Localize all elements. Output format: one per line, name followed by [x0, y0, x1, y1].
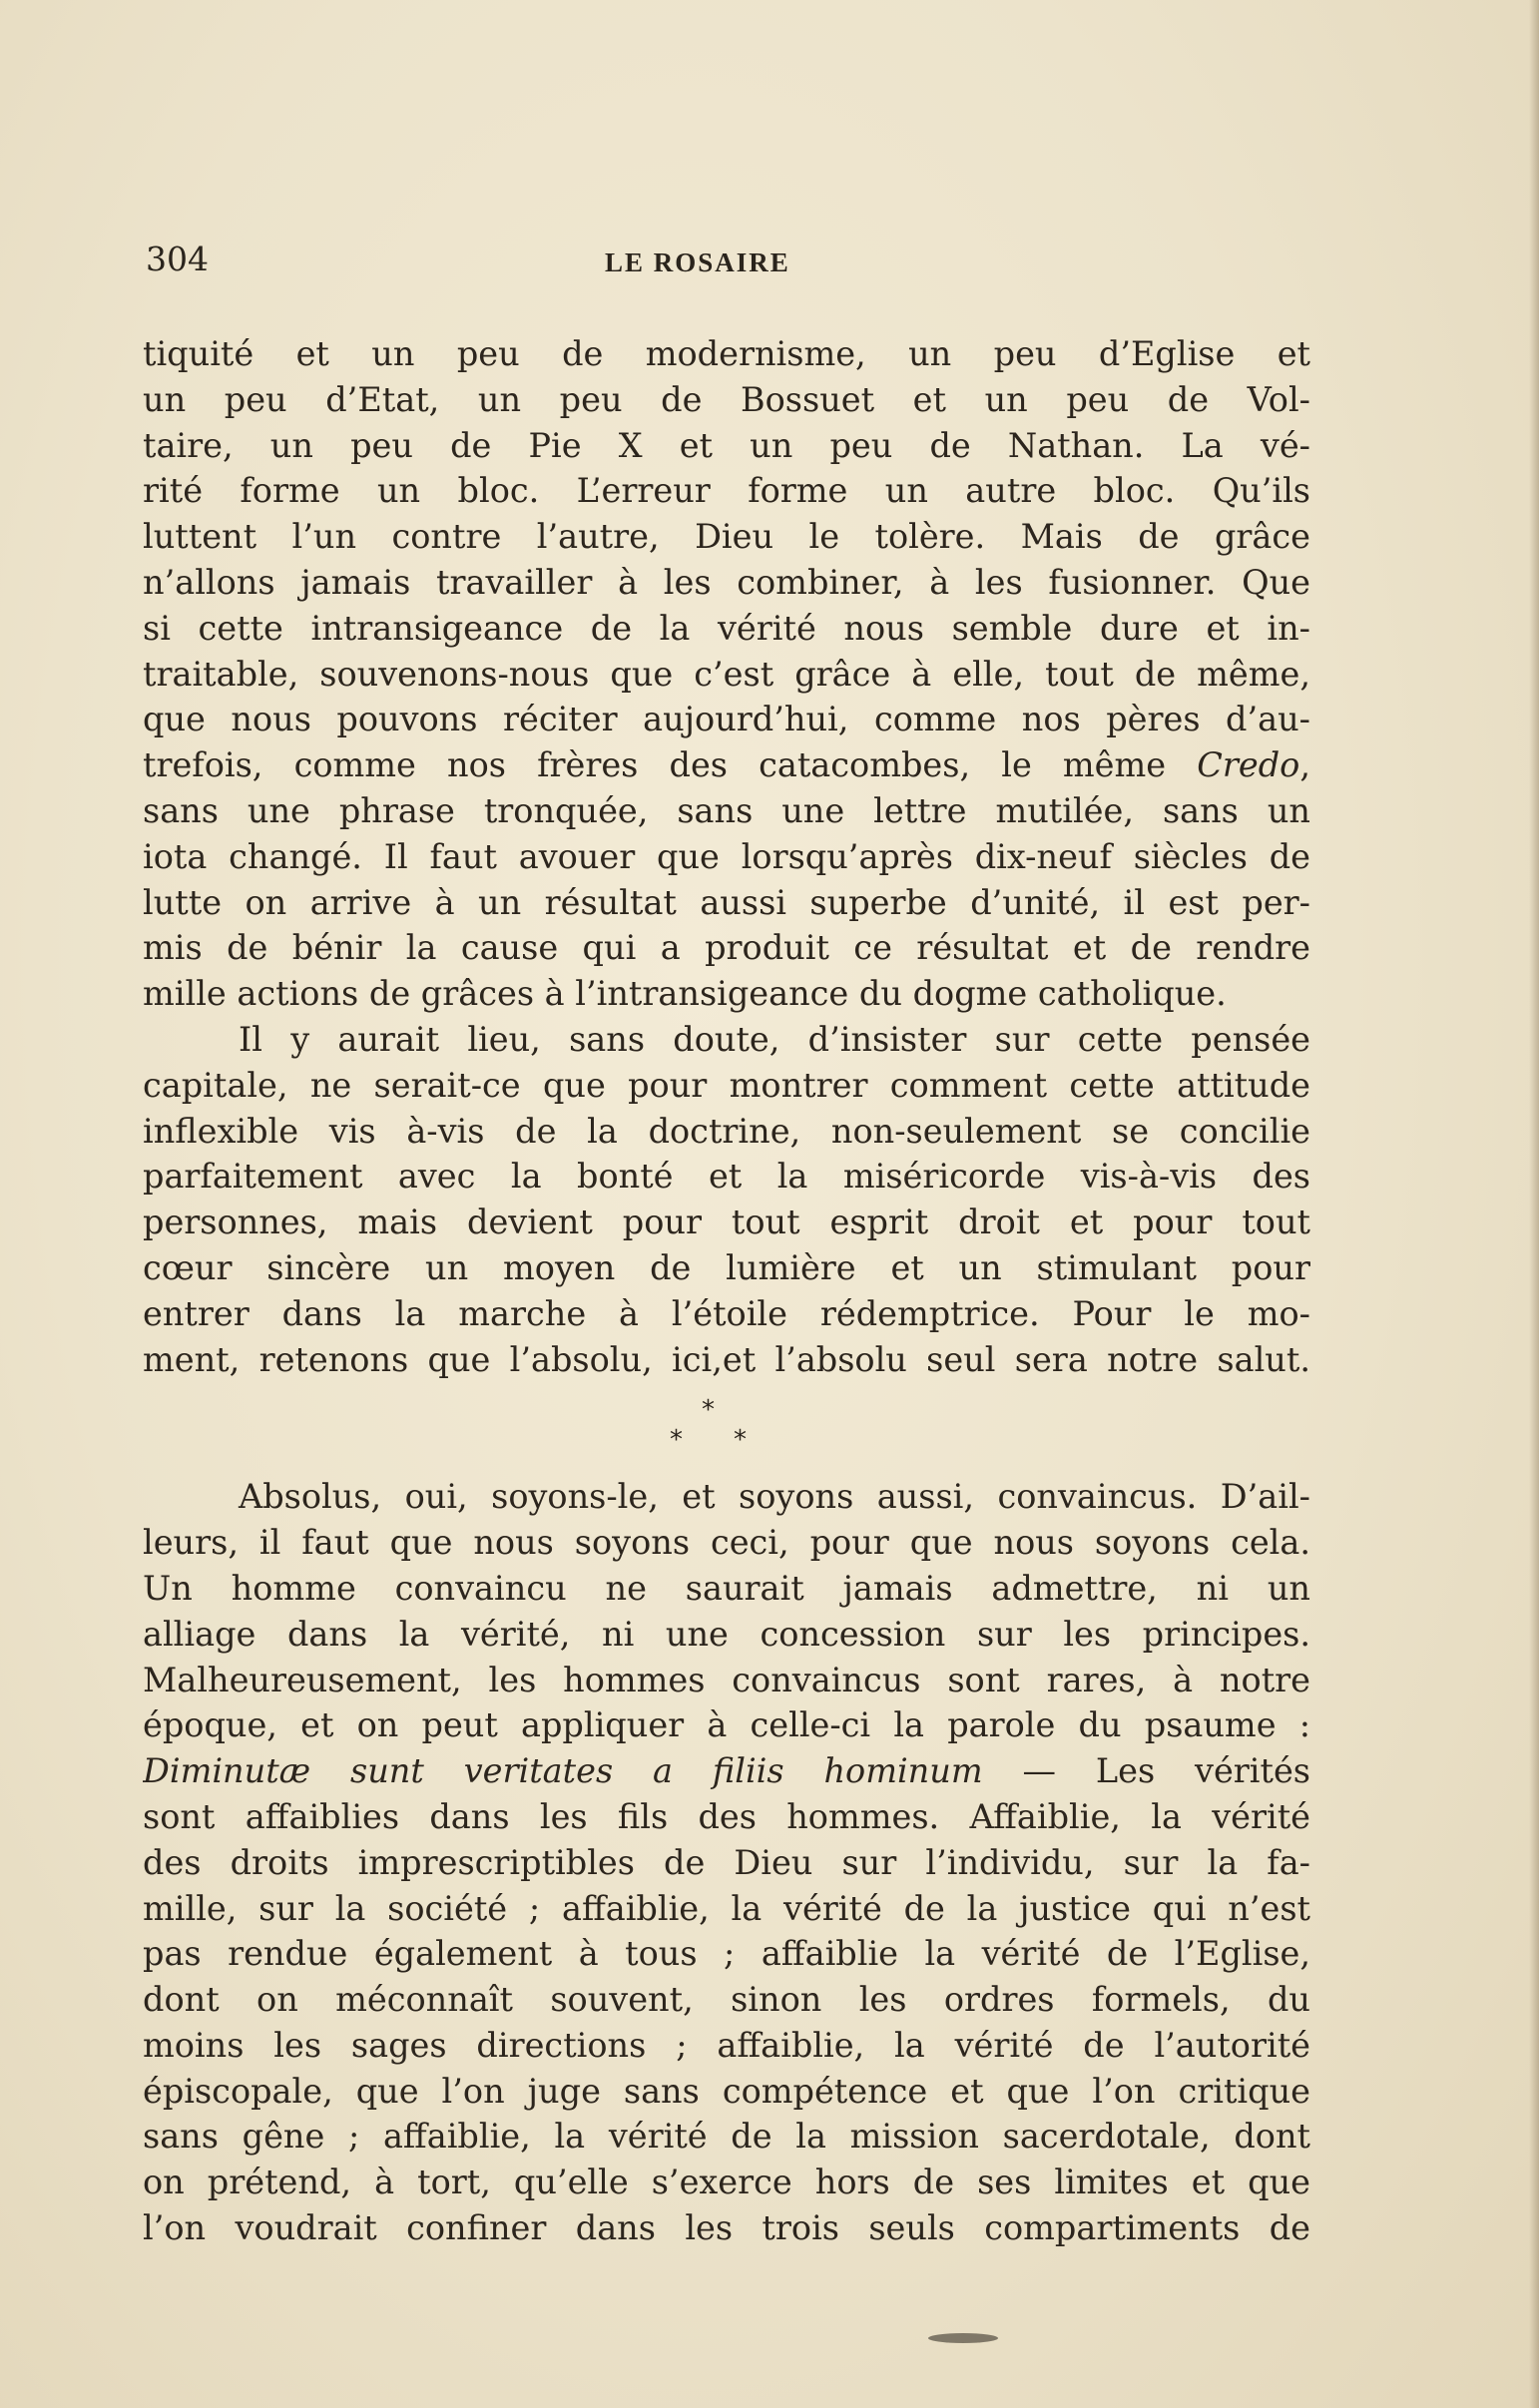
- body-text: [143, 331, 1310, 2251]
- ink-smudge: [928, 2333, 998, 2343]
- text-line: mille actions de grâces à l’intransigeance du dogme catholique.: [143, 974, 1227, 1014]
- text-line: [143, 1748, 1310, 1794]
- text-line: n’allons jamais travailler à les combiner, à les fusionner. Que: [143, 562, 1310, 602]
- paragraph-1: [143, 331, 1310, 1017]
- running-title: LE ROSAIRE: [605, 247, 790, 277]
- text-line: sans gêne ; affaiblie, la vérité de la mission sacerdotale, dont: [143, 2117, 1310, 2157]
- text-line: l’on voudrait confiner dans les trois seuls compartiments de: [143, 2208, 1310, 2248]
- text-line: personnes, mais devient pour tout esprit droit et pour tout: [143, 1203, 1310, 1242]
- asterisk: *: [702, 1395, 715, 1426]
- text-line: tiquité et un peu de modernisme, un peu d’Eglise et: [143, 334, 1310, 373]
- latin-quote: Diminutæ sunt veritates a filiis hominum: [143, 1751, 983, 1791]
- page-number: 304: [146, 240, 209, 278]
- text-segment: trefois, comme nos frères des catacombes, le même: [143, 745, 1198, 785]
- text-segment: — Les vérités: [982, 1751, 1310, 1791]
- paragraph-2: [143, 1017, 1310, 1382]
- text-line: traitable, souvenons-nous que c’est grâce à elle, tout de même,: [143, 654, 1310, 694]
- text-line: inflexible vis à-vis de la doctrine, non-seulement se concilie: [143, 1111, 1310, 1151]
- text-line: rité forme un bloc. L’erreur forme un autre bloc. Qu’ils: [143, 471, 1310, 511]
- text-line: moins les sages directions ; affaiblie, la vérité de l’autorité: [143, 2025, 1310, 2065]
- asterisk: *: [670, 1425, 683, 1456]
- text-line: un peu d’Etat, un peu de Bossuet et un peu de Vol-: [143, 379, 1310, 419]
- text-line: taire, un peu de Pie X et un peu de Nathan. La vé-: [143, 425, 1310, 465]
- text-line: [143, 742, 1310, 788]
- paragraph-3: [143, 1474, 1310, 2251]
- text-line: cœur sincère un moyen de lumière et un stimulant pour: [143, 1247, 1310, 1287]
- text-line: capitale, ne serait-ce que pour montrer comment cette attitude: [143, 1065, 1310, 1105]
- text-line: iota changé. Il faut avouer que lorsqu’après dix-neuf siècles de: [143, 836, 1310, 876]
- text-line: leurs, il faut que nous soyons ceci, pour que nous soyons cela.: [143, 1523, 1310, 1563]
- section-separator: [143, 1382, 1310, 1474]
- text-line: mille, sur la société ; affaiblie, la vérité de la justice qui n’est: [143, 1888, 1310, 1928]
- text-line: lutte on arrive à un résultat aussi superbe d’unité, il est per-: [143, 882, 1310, 922]
- page-header: [146, 240, 1309, 299]
- text-line: Il y aurait lieu, sans doute, d’insister sur cette pensée: [239, 1019, 1310, 1059]
- text-line: mis de bénir la cause qui a produit ce résultat et de rendre: [143, 928, 1310, 968]
- text-line: parfaitement avec la bonté et la miséricorde vis-à-vis des: [143, 1157, 1310, 1197]
- text-line: Malheureusement, les hommes convaincus sont rares, à notre: [143, 1660, 1310, 1699]
- text-line: alliage dans la vérité, ni une concession sur les principes.: [143, 1614, 1310, 1654]
- text-line: des droits imprescriptibles de Dieu sur l’individu, sur la fa-: [143, 1842, 1310, 1882]
- text-line: sont affaiblies dans les fils des hommes. Affaiblie, la vérité: [143, 1796, 1310, 1836]
- text-line: épiscopale, que l’on juge sans compétence et que l’on critique: [143, 2071, 1310, 2111]
- asterisk: *: [734, 1425, 747, 1456]
- text-line: dont on méconnaît souvent, sinon les ordres formels, du: [143, 1980, 1310, 2020]
- text-line: époque, et on peut appliquer à celle-ci la parole du psaume :: [143, 1705, 1310, 1745]
- page-edge-shadow: [1529, 0, 1539, 2408]
- text-line: Un homme convaincu ne saurait jamais admettre, ni un: [143, 1568, 1310, 1608]
- text-line: luttent l’un contre l’autre, Dieu le tolère. Mais de grâce: [143, 517, 1310, 557]
- text-line: entrer dans la marche à l’étoile rédemptrice. Pour le mo-: [143, 1293, 1310, 1333]
- text-line: que nous pouvons réciter aujourd’hui, comme nos pères d’au-: [143, 700, 1310, 739]
- text-line: ment, retenons que l’absolu, ici,et l’absolu seul sera notre salut.: [143, 1339, 1310, 1379]
- text-line: si cette intransigeance de la vérité nous semble dure et in-: [143, 608, 1310, 648]
- text-line: sans une phrase tronquée, sans une lettre mutilée, sans un: [143, 790, 1310, 830]
- text-line: Absolus, oui, soyons-le, et soyons aussi, convaincus. D’ail-: [239, 1477, 1310, 1517]
- text-line: on prétend, à tort, qu’elle s’exerce hors de ses limites et que: [143, 2163, 1310, 2202]
- italic-title: Credo: [1197, 745, 1300, 785]
- text-segment: ,: [1299, 745, 1310, 785]
- text-line: pas rendue également à tous ; affaiblie la vérité de l’Eglise,: [143, 1934, 1310, 1974]
